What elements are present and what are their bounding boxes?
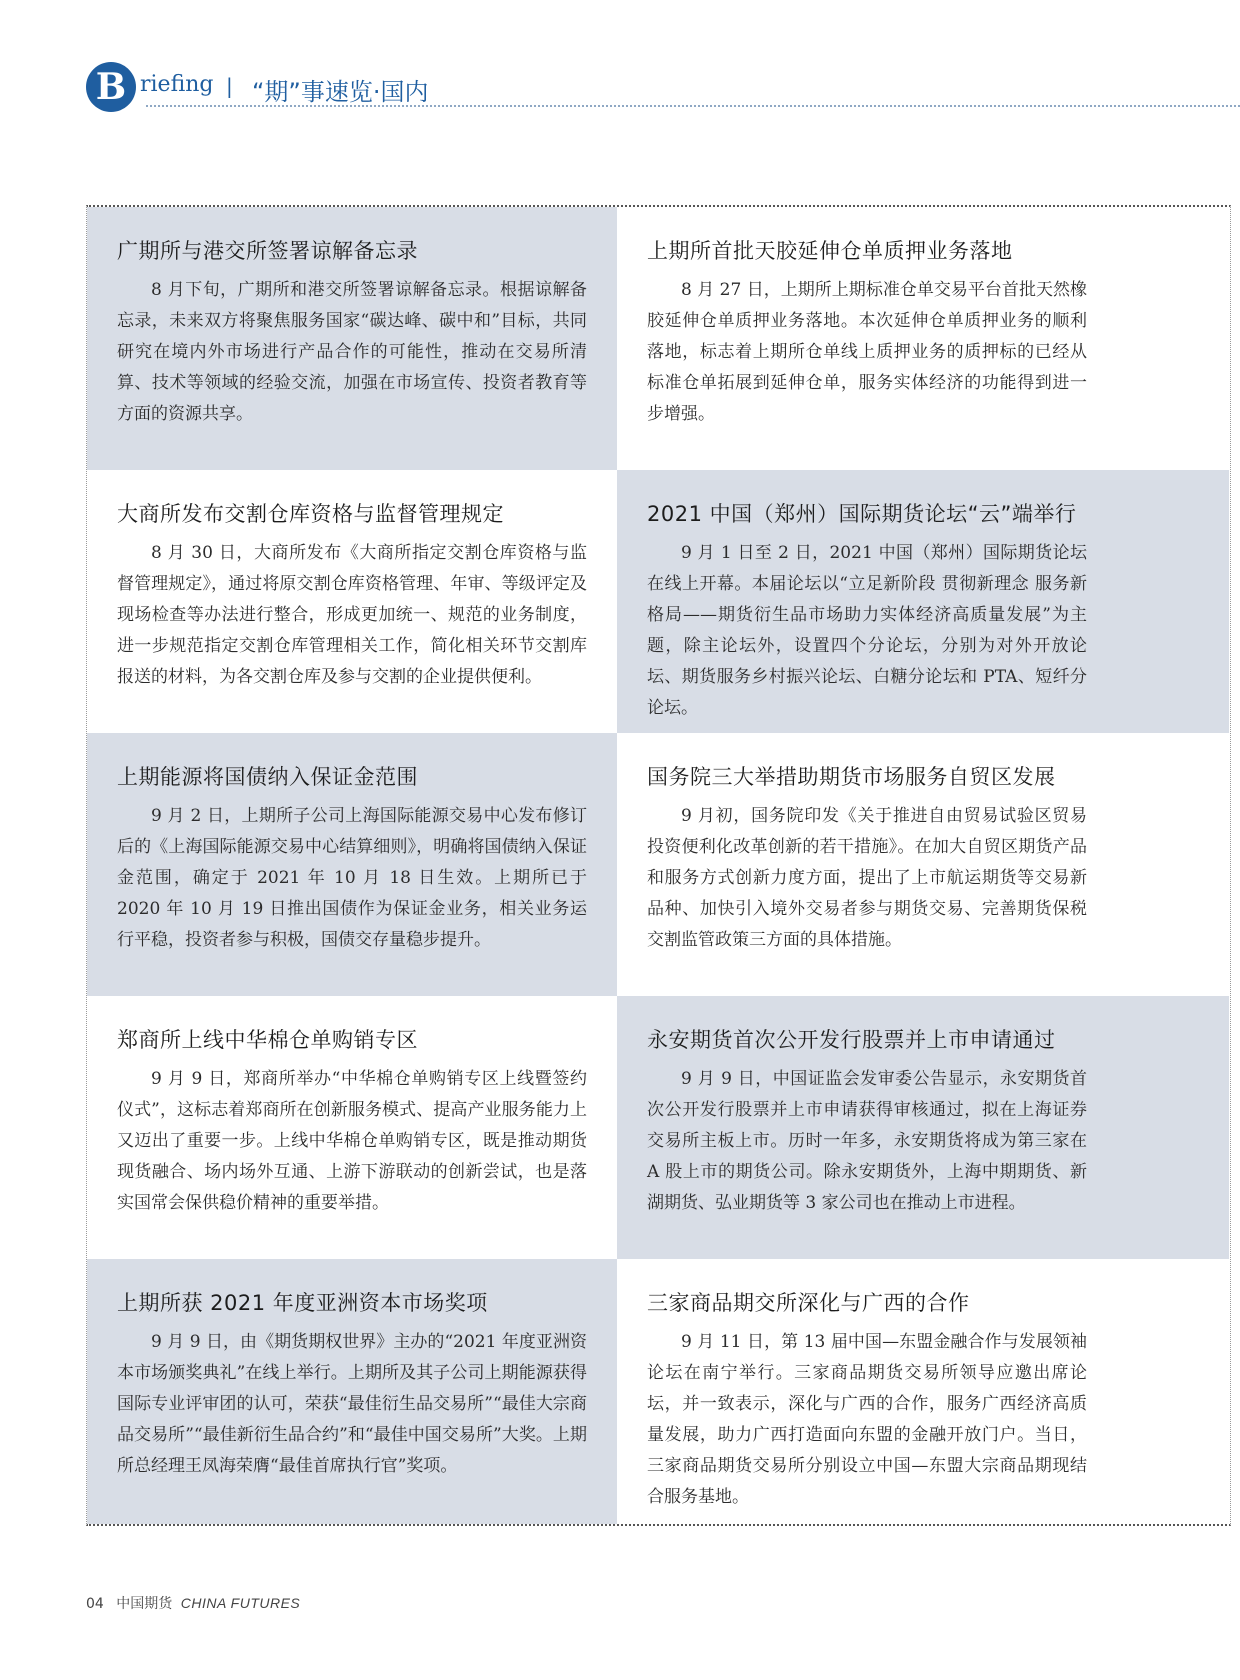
news-title: 上期能源将国债纳入保证金范围 [117, 765, 418, 789]
news-title: 国务院三大举措助期货市场服务自贸区发展 [647, 765, 1056, 789]
news-title: 上期所首批天胶延伸仓单质押业务落地 [647, 239, 1013, 263]
news-body: 9 月 2 日，上期所子公司上海国际能源交易中心发布修订后的《上海国际能源交易中心结算细则》，明确将国债纳入保证金范围，确定于 2021 年 10 月 18 日生效。上期所已于 2020 年 10 月 19 日推出国债作为保证金业务，相关业务运行平稳，投资者参与积极，国债交存量稳步提升。 [117, 806, 587, 950]
news-body: 8 月下旬，广期所和港交所签署谅解备忘录。根据谅解备忘录，未来双方将聚焦服务国家“碳达峰、碳中和”目标，共同研究在境内外市场进行产品合作的可能性，推动在交易所清算、技术等领域的经验交流，加强在市场宣传、投资者教育等方面的资源共享。 [117, 280, 587, 424]
news-title: 三家商品期交所深化与广西的合作 [647, 1291, 970, 1315]
magazine-name-en: CHINA FUTURES [180, 1595, 301, 1611]
news-item [87, 470, 617, 733]
news-title: 永安期货首次公开发行股票并上市申请通过 [647, 1028, 1056, 1052]
news-item [617, 733, 1229, 996]
news-item [87, 733, 617, 996]
news-item [87, 996, 617, 1259]
news-body: 9 月 11 日，第 13 届中国—东盟金融合作与发展领袖论坛在南宁举行。三家商品期货交易所领导应邀出席论坛，并一致表示，深化与广西的合作，服务广西经济高质量发展，助力广西打造面向东盟的金融开放门户。当日，三家商品期货交易所分别设立中国—东盟大宗商品期现结合服务基地。 [647, 1332, 1087, 1507]
news-item [617, 996, 1229, 1259]
news-title: 广期所与港交所签署谅解备忘录 [117, 239, 418, 263]
news-body: 8 月 30 日，大商所发布《大商所指定交割仓库资格与监督管理规定》，通过将原交割仓库资格管理、年审、等级评定及现场检查等办法进行整合，形成更加统一、规范的业务制度，进一步规范指定交割仓库管理相关工作，简化相关环节交割库报送的材料，为各交割仓库及参与交割的企业提供便利。 [117, 543, 587, 687]
news-title: 上期所获 2021 年度亚洲资本市场奖项 [117, 1291, 488, 1315]
news-item [87, 207, 617, 470]
news-body: 8 月 27 日，上期所上期标准仓单交易平台首批天然橡胶延伸仓单质押业务落地。本次延伸仓单质押业务的顺利落地，标志着上期所仓单线上质押业务的质押标的已经从标准仓单拓展到延伸仓单，服务实体经济的功能得到进一步增强。 [647, 280, 1087, 424]
briefing-logo: B [86, 62, 136, 112]
briefing-logo-text: riefing [140, 72, 214, 97]
page-header [86, 62, 1240, 112]
news-item [617, 470, 1229, 733]
page-footer [86, 1593, 300, 1613]
news-body: 9 月 9 日，中国证监会发审委公告显示，永安期货首次公开发行股票并上市申请获得审核通过，拟在上海证券交易所主板上市。历时一年多，永安期货将成为第三家在 A 股上市的期货公司。除永安期货外，上海中期期货、新湖期货、弘业期货等 3 家公司也在推动上市进程。 [647, 1069, 1087, 1213]
news-item [617, 1259, 1229, 1524]
news-item [617, 207, 1229, 470]
magazine-name-cn: 中国期货 [116, 1596, 173, 1612]
header-divider [146, 105, 1240, 107]
news-title: 大商所发布交割仓库资格与监督管理规定 [117, 502, 504, 526]
news-body: 9 月 9 日，郑商所举办“中华棉仓单购销专区上线暨签约仪式”，这标志着郑商所在创新服务模式、提高产业服务能力上又迈出了重要一步。上线中华棉仓单购销专区，既是推动期货现货融合、场内场外互通、上游下游联动的创新尝试，也是落实国常会保供稳价精神的重要举措。 [117, 1069, 587, 1213]
news-body: 9 月初，国务院印发《关于推进自由贸易试验区贸易投资便利化改革创新的若干措施》。在加大自贸区期货产品和服务方式创新力度方面，提出了上市航运期货等交易新品种、加快引入境外交易者参与期货交易、完善期货保税交割监管政策三方面的具体措施。 [647, 806, 1087, 950]
news-title: 郑商所上线中华棉仓单购销专区 [117, 1028, 418, 1052]
news-grid [86, 205, 1231, 1526]
news-body: 9 月 1 日至 2 日，2021 中国（郑州）国际期货论坛在线上开幕。本届论坛以“立足新阶段 贯彻新理念 服务新格局——期货衍生品市场助力实体经济高质量发展”为主题，除主论坛外，设置四个分论坛，分别为对外开放论坛、期货服务乡村振兴论坛、白糖分论坛和 PTA、短纤分论坛。 [647, 543, 1087, 718]
news-body: 9 月 9 日，由《期货期权世界》主办的“2021 年度亚洲资本市场颁奖典礼”在线上举行。上期所及其子公司上期能源获得国际专业评审团的认可，荣获“最佳衍生品交易所”“最佳大宗商品交易所”“最佳新衍生品合约”和“最佳中国交易所”大奖。上期所总经理王凤海荣膺“最佳首席执行官”奖项。 [117, 1332, 587, 1476]
section-title: “期”事速览·国内 [252, 78, 429, 106]
page-number: 04 [86, 1596, 104, 1612]
header-separator: | [226, 74, 233, 98]
news-item [87, 1259, 617, 1524]
news-title: 2021 中国（郑州）国际期货论坛“云”端举行 [647, 502, 1077, 526]
